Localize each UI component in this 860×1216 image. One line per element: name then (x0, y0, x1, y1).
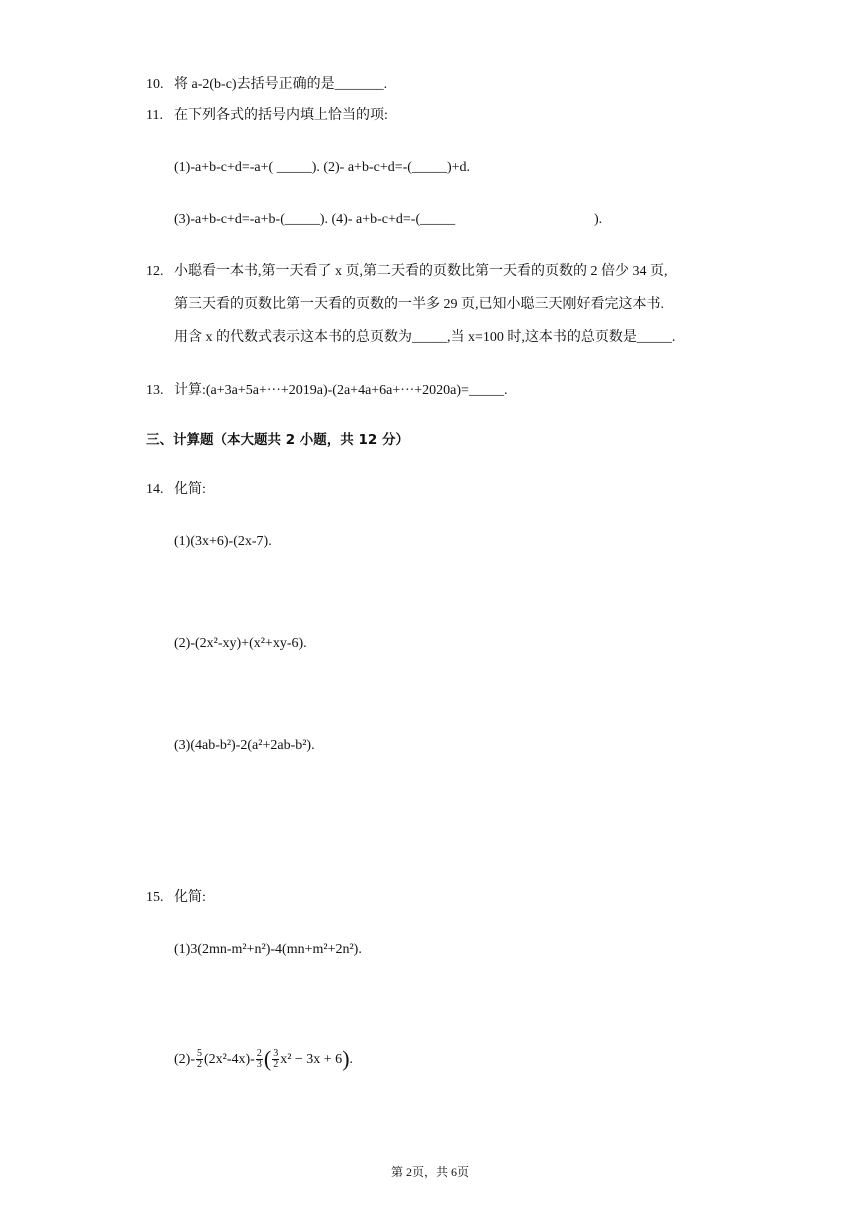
question-text: 化简: (174, 482, 206, 497)
question-number: 15. (146, 890, 164, 905)
fraction-denominator: 2 (197, 1059, 202, 1071)
question-number: 14. (146, 482, 164, 497)
expr-prefix: (2)- (174, 1052, 195, 1067)
fraction (272, 1049, 279, 1070)
open-paren: ( (263, 1046, 272, 1071)
question-text: 将 a-2(b-c)去括号正确的是_______. (174, 77, 388, 92)
question-subpart-fraction-expr (174, 1046, 353, 1073)
question-text: 化简: (174, 890, 206, 905)
question-text: 计算:(a+3a+5a+···+2019a)-(2a+4a+6a+···+2020a)=_____. (174, 383, 508, 398)
question-text: 小聪看一本书,第一天看了 x 页,第二天看的页数比第一天看的页数的 2 倍少 34 页, (174, 264, 668, 279)
expr-tail: x² − 3x + 6 (280, 1052, 343, 1067)
question-number: 10. (146, 77, 164, 92)
expr-middle: (2x²-4x)- (204, 1052, 255, 1067)
question-subpart: (1)-a+b-c+d=-a+( _____). (2)- a+b-c+d=-(_____)+d. (174, 160, 471, 175)
section-title: 三、计算题（本大题共 2 小题，共 12 分） (146, 432, 409, 448)
question-text: 第三天看的页数比第一天看的页数的一半多 29 页,已知小聪三天刚好看完这本书. (174, 297, 664, 312)
question-text: 用含 x 的代数式表示这本书的总页数为_____,当 x=100 时,这本书的总页数是_____. (174, 330, 676, 345)
fraction-denominator: 2 (273, 1059, 279, 1071)
question-number: 12. (146, 264, 164, 279)
fraction-numerator: 2 (256, 1048, 262, 1060)
fraction-denominator: 3 (256, 1059, 262, 1071)
fraction-numerator: 5 (197, 1048, 202, 1060)
fraction (196, 1049, 203, 1070)
fraction-numerator: 3 (273, 1048, 279, 1060)
question-subpart: (3)-a+b-c+d=-a+b-(_____). (4)- a+b-c+d=-(_____ (174, 212, 456, 227)
page-footer: 第 2页，共 6页 (390, 1165, 469, 1179)
question-subpart-end: ). (594, 212, 603, 227)
question-text: 在下列各式的括号内填上恰当的项: (174, 108, 388, 123)
question-subpart: (1)(3x+6)-(2x-7). (174, 534, 272, 549)
question-subpart: (1)3(2mn-m²+n²)-4(mn+m²+2n²). (174, 942, 362, 957)
fraction (256, 1049, 263, 1070)
close-paren: ) (342, 1046, 350, 1071)
question-subpart: (2)-(2x²-xy)+(x²+xy-6). (174, 636, 307, 651)
question-number: 13. (146, 383, 164, 398)
expr-end: . (349, 1052, 354, 1067)
question-subpart: (3)(4ab-b²)-2(a²+2ab-b²). (174, 738, 315, 753)
question-number: 11. (146, 108, 163, 123)
